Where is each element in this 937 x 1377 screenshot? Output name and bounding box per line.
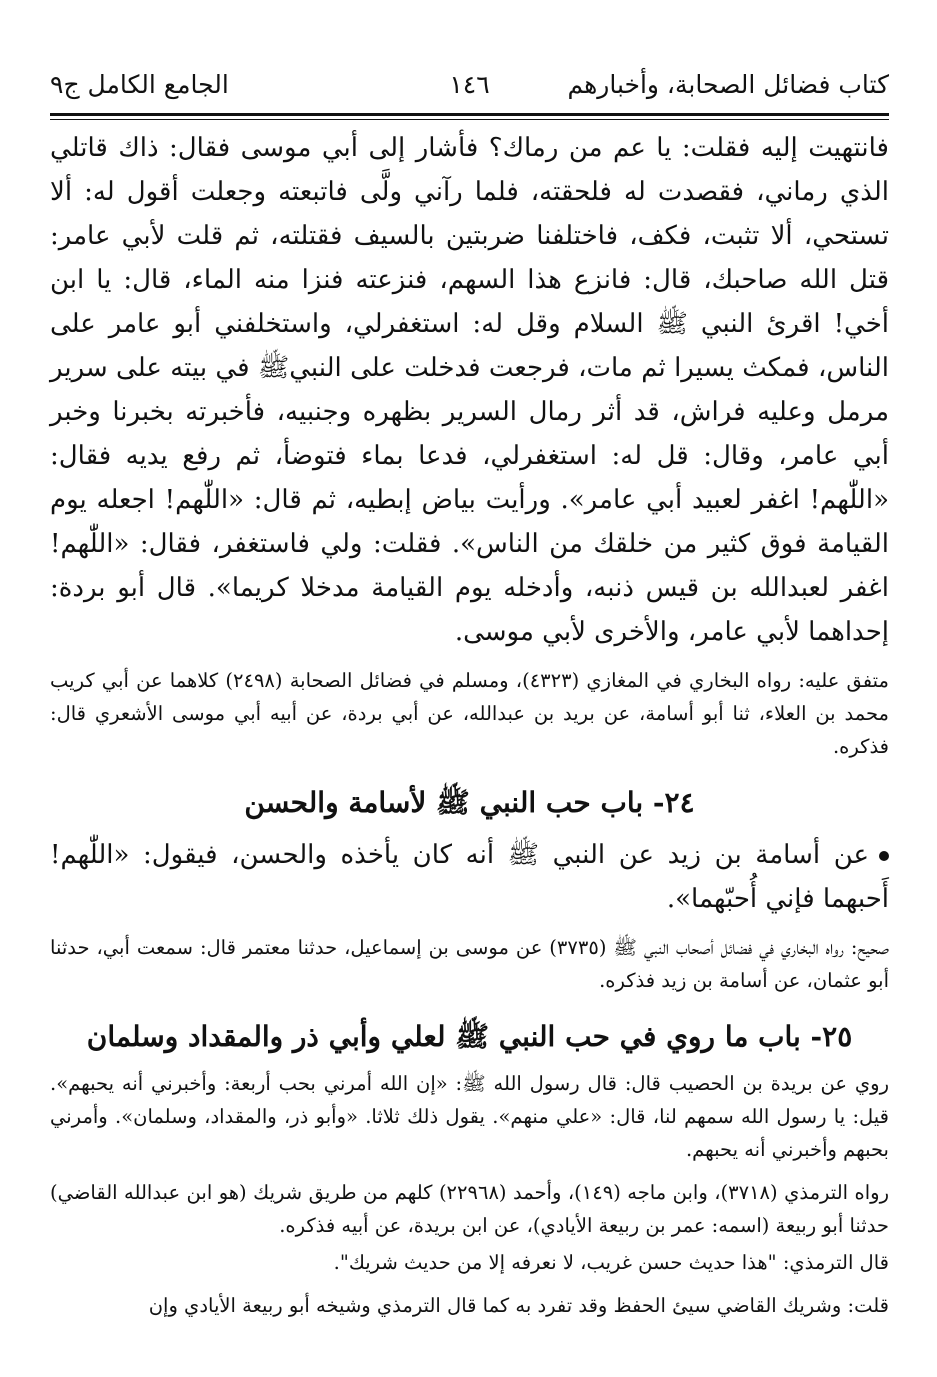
author-comment: قلت: وشريك القاضي سيئ الحفظ وقد تفرد به كما قال الترمذي وشيخه أبو ربيعة الأيادي وإن: [148, 1294, 889, 1317]
chapter-25-heading: ٢٥- باب ما روي في حب النبي ﷺ لعلي وأبي ذر والمقداد وسلمان: [86, 1020, 853, 1053]
chapter-24-source-note: صحيح: رواه البخاري في فضائل أصحاب النبي ﷺ (٣٧٣٥) عن موسى بن إسماعيل، حدثنا معتمر قال: سمعت أبي، حدثنا أبو عثمان، عن أسامة بن زيد فذكره.: [50, 936, 889, 992]
chapter-24-hadith-text: عن أسامة بن زيد عن النبي ﷺ أنه كان يأخذه والحسن، فيقول: «اللّٰهم! أَحبهما فإني أُحبّهما».: [50, 840, 889, 914]
page-number: ١٤٦: [449, 70, 490, 99]
hadith-source-note: متفق عليه: رواه البخاري في المغازي (٤٣٢٣)، ومسلم في فضائل الصحابة (٢٤٩٨) كلاهما عن أبي كريب محمد بن العلاء، ثنا أبو أسامة، عن بريد بن عبدالله، عن أبي بردة، عن أبيه أبي موسى الأشعري قال: فذكره.: [50, 669, 889, 758]
chapter-25-source-note: رواه الترمذي (٣٧١٨)، وابن ماجه (١٤٩)، وأحمد (٢٢٩٦٨) كلهم من طريق شريك (هو ابن عبدالله القاضي) حدثنا أبو ربيعة (اسمه: عمر بن ربيعة الأيادي)، عن ابن بريدة، عن أبيه فذكره.: [50, 1181, 889, 1237]
volume-label: الجامع الكامل ج٩: [50, 70, 229, 99]
bullet-icon: [879, 851, 889, 861]
chapter-24-heading: ٢٤- باب حب النبي ﷺ لأسامة والحسن: [244, 786, 695, 819]
tirmidhi-comment: قال الترمذي: "هذا حديث حسن غريب، لا نعرفه إلا من حديث شريك".: [333, 1251, 889, 1274]
header-rule-thin: [50, 119, 889, 120]
chapter-24-hadith: [50, 833, 889, 921]
page-header: [50, 70, 889, 110]
page-content: [50, 126, 889, 1322]
hadith-text-continued: فانتهيت إليه فقلت: يا عم من رماك؟ فأشار إلى أبي موسى فقال: ذاك قاتلي الذي رماني، فقصدت له فلحقته، فلما رآني ولَّى فاتبعته وجعلت أقول له: ألا تستحي، ألا تثبت، فكف، فاختلفنا ضربتين بالسيف فقتلته، ثم قلت لأبي عامر: قتل الله صاحبك، قال: فانزع هذا السهم، فنزعته فنزا منه الماء، قال: يا ابن أخي! اقرئ النبي ﷺ السلام وقل له: استغفرلي، واستخلفني أبو عامر على الناس، فمكث يسيرا ثم مات، فرجعت فدخلت على النبيﷺ في بيته على سرير مرمل وعليه فراش، قد أثر رمال السرير بظهره وجنبيه، فأخبرته بخبرنا وخبر أبي عامر، وقال: قل له: استغفرلي، فدعا بماء فتوضأ، ثم رفع يديه فقال: «اللّٰهم! اغفر لعبيد أبي عامر». ورأيت بياض إبطيه، ثم قال: «اللّٰهم! اجعله يوم القيامة فوق كثير من خلقك من الناس». فقلت: ولي فاستغفر، فقال: «اللّٰهم! اغفر لعبدالله بن قيس ذنبه، وأدخله يوم القيامة مدخلا كريما». قال أبو بردة: إحداهما لأبي عامر، والأخرى لأبي موسى.: [50, 133, 889, 647]
book-title: كتاب فضائل الصحابة، وأخبارهم: [567, 70, 889, 99]
header-rule-thick: [50, 113, 889, 116]
chapter-25-hadith: روي عن بريدة بن الحصيب قال: قال رسول الله ﷺ: «إن الله أمرني بحب أربعة: وأخبرني أنه يحبهم». قيل: يا رسول الله سمهم لنا، قال: «علي منهم». يقول ذلك ثلاثا. «وأبو ذر، والمقداد، وسلمان». وأمرني بحبهم وأخبرني أنه يحبهم.: [50, 1072, 889, 1161]
